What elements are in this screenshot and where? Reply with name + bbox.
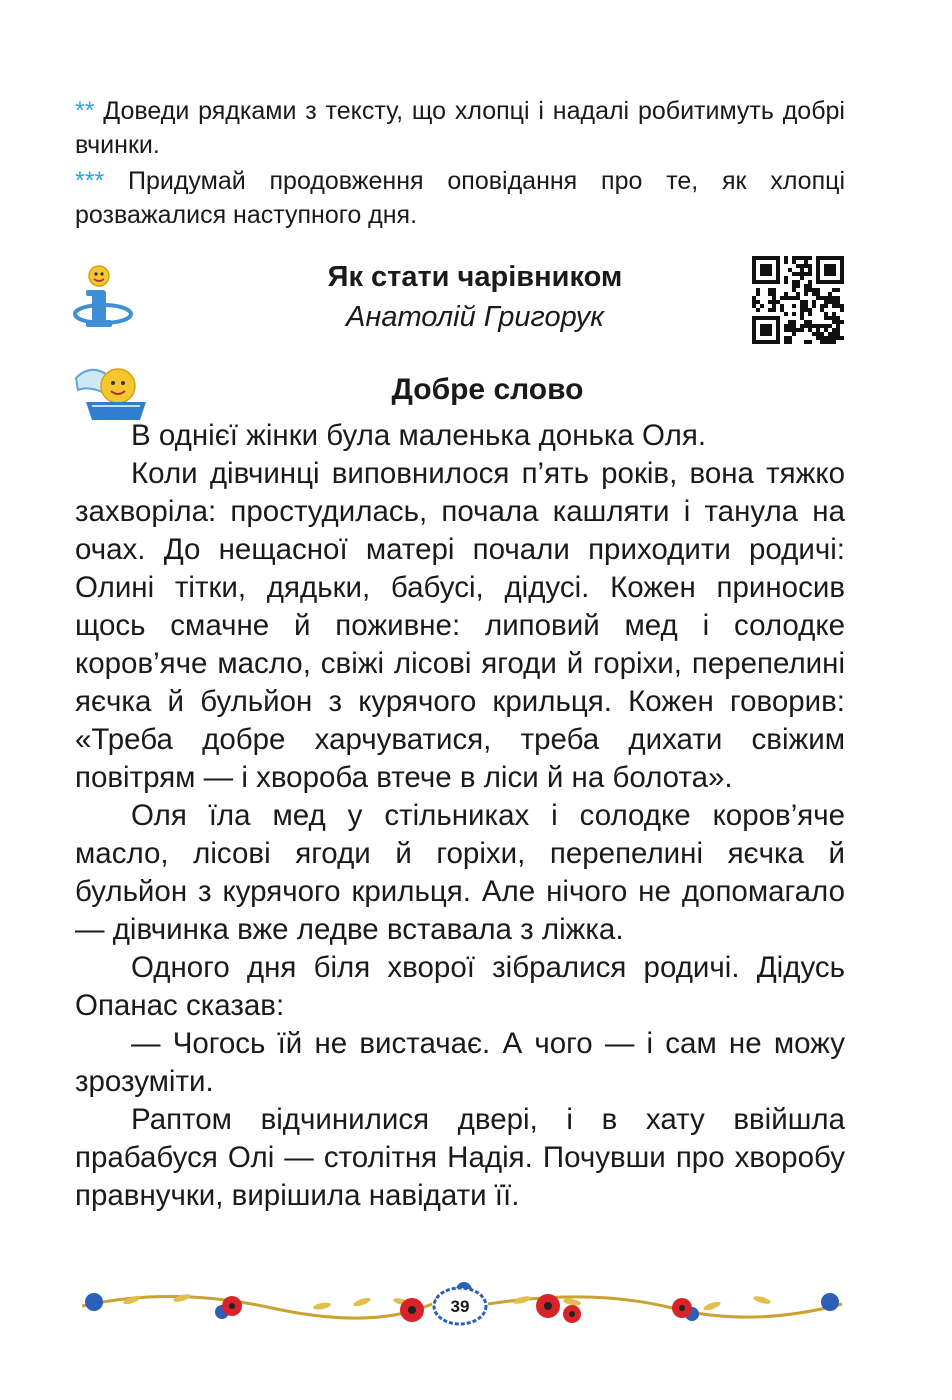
story-title: Як стати чарівником xyxy=(327,261,623,293)
reading-icon xyxy=(72,362,152,422)
paragraph: Оля їла мед у стільниках і солодке коров’яче масло, лісові ягоди й горіхи, перепелині яєчка й бульйон з курячого крильця. Але нічого не допомагало — дівчинка вже ледве вставала з ліжка. xyxy=(75,799,845,946)
paragraph: — Чогось їй не вистачає. А чого — і сам не можу зрозуміти. xyxy=(75,1027,845,1098)
paragraph: Коли дівчинці виповнилося п’ять років, вона тяжко захворіла: простудилась, почала кашляти і танула на очах. До нещасної матері почали приходити родичі: Олині тітки, дядьки, бабусі, дідусі. Кожен приносив щось смачне й поживне: липовий мед і солодке коров’яче масло, свіжі лісові ягоди й горіхи, перепелині яєчка й бульйон з курячого крильця. Кожен говорив: «Треба добре харчуватися, треба дихати свіжим повітрям — і хвороба втече в ліси й на болота». xyxy=(75,457,845,794)
task-text: Придумай продовження оповідання про те, як хлопці розважалися наступного дня. xyxy=(75,167,845,229)
task-two-stars xyxy=(75,94,845,162)
info-icon xyxy=(70,262,136,334)
paragraph: В однієї жінки була маленька донька Оля. xyxy=(131,419,707,452)
qr-code[interactable] xyxy=(752,256,844,344)
story-author: Анатолій Григорук xyxy=(346,301,604,333)
floral-ornament xyxy=(72,1276,848,1336)
paragraph: Раптом відчинилися двері, і в хату ввійшла прабабуся Олі — столітня Надія. Почувши про хворобу правнучки, вирішила навідати її. xyxy=(75,1103,845,1212)
page-number: 39 xyxy=(450,1297,470,1316)
page-number-badge xyxy=(434,1288,486,1324)
task-three-stars xyxy=(75,164,845,232)
difficulty-stars: ** xyxy=(75,97,95,125)
difficulty-stars: *** xyxy=(75,167,105,195)
chapter-title: Добре слово xyxy=(391,373,584,406)
task-text: Доведи рядками з тексту, що хлопці і надалі робитимуть добрі вчинки. xyxy=(75,97,845,159)
paragraph: Одного дня біля хворої зібралися родичі. Дідусь Опанас сказав: xyxy=(75,951,845,1022)
story-body xyxy=(75,417,845,1215)
